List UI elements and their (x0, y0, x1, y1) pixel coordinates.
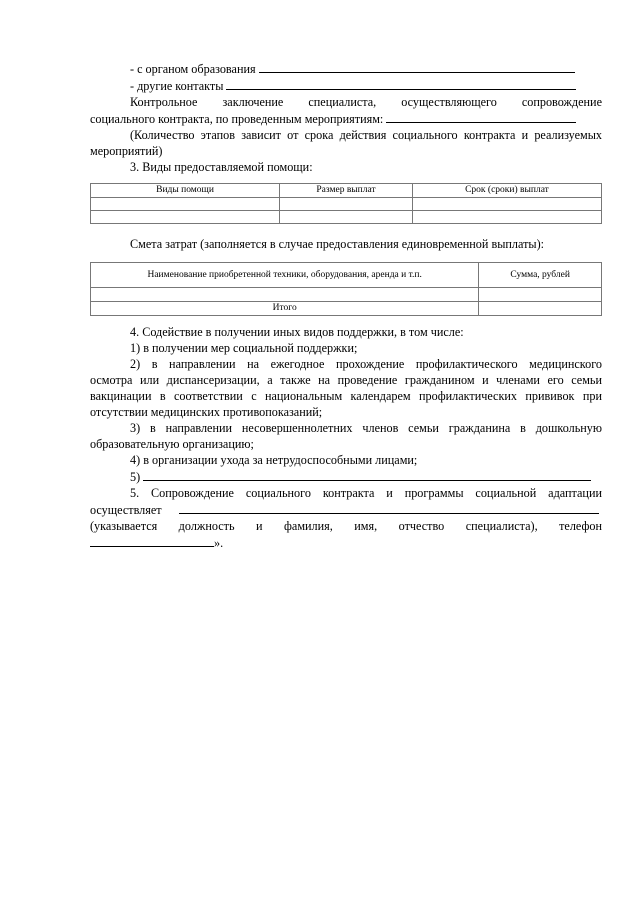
table-cell[interactable] (412, 198, 601, 211)
spacer (90, 316, 602, 324)
section4-item2-line1: 2) в направлении на ежегодное прохождение профилактического медицинского (130, 357, 602, 371)
table-cell[interactable] (412, 211, 601, 224)
table-cell[interactable] (479, 288, 602, 302)
table-cell[interactable] (280, 198, 413, 211)
table-header-row (91, 263, 602, 288)
control-conclusion-line1: Контрольное заключение специалиста, осуществляющего сопровождение (130, 95, 602, 109)
document-page (90, 60, 602, 551)
section5-line2 (90, 501, 602, 518)
control-conclusion-text: социального контракта, по проведенным мероприятиям: (90, 112, 384, 126)
org-education-label: - с органом образования (130, 62, 256, 76)
phone-blank[interactable] (90, 534, 214, 547)
section5-performer-blank[interactable] (179, 501, 599, 514)
section4-title: 4. Содействие в получении иных видов поддержки, в том числе: (130, 325, 464, 339)
section5-line1: 5. Сопровождение социального контракта и программы социальной адаптации (130, 486, 602, 500)
closing-quote: ». (214, 536, 224, 550)
help-types-table (90, 183, 602, 224)
table-header-cell: Сумма, рублей (479, 263, 602, 288)
section5-line3: (указывается должность и фамилия, имя, отчество специалиста), телефон (90, 519, 602, 533)
table-header-cell: Виды помощи (91, 184, 280, 198)
table-header-cell: Наименование приобретенной техники, оборудования, аренда и т.п. (91, 263, 479, 288)
control-conclusion-line2 (90, 110, 602, 127)
section5-performer-label: осуществляет (90, 503, 162, 517)
org-education-blank[interactable] (259, 60, 575, 73)
section4-item3-line1: 3) в направлении несовершеннолетних членов семьи гражданина в дошкольную (130, 421, 602, 435)
section4-item5-blank[interactable] (143, 468, 591, 481)
section4-item5 (90, 468, 602, 485)
other-contacts-line (90, 77, 602, 94)
table-header-cell: Размер выплат (280, 184, 413, 198)
section5-line4 (90, 534, 602, 551)
total-value[interactable] (479, 302, 602, 316)
other-contacts-blank[interactable] (226, 77, 576, 90)
table-total-row (91, 302, 602, 316)
section4-item2-line4: отсутствии медицинских противопоказаний; (90, 405, 323, 419)
section4-item2-line2: осмотра или диспансеризации, а также на проведение гражданином и членами его семьи (90, 373, 602, 387)
table-cell[interactable] (91, 288, 479, 302)
stages-note-line1: (Количество этапов зависит от срока действия социального контракта и реализуемых (130, 128, 602, 142)
org-education-line (90, 60, 602, 77)
control-conclusion-blank[interactable] (386, 110, 576, 123)
section4-item2-line3: вакцинации в соответствии с национальным календарем профилактических прививок при (90, 389, 602, 403)
estimate-table (90, 262, 602, 316)
section4-item4: 4) в организации ухода за нетрудоспособными лицами; (130, 453, 418, 467)
section4-item5-label: 5) (130, 470, 141, 484)
total-label: Итого (91, 302, 479, 316)
section4-item3-line2: образовательную организацию; (90, 437, 254, 451)
other-contacts-label: - другие контакты (130, 79, 224, 93)
spacer (90, 224, 602, 236)
table-cell[interactable] (91, 198, 280, 211)
table-row (91, 211, 602, 224)
stages-note-line2: мероприятий) (90, 144, 163, 158)
estimate-title: Смета затрат (заполняется в случае предоставления единовременной выплаты): (130, 237, 545, 251)
table-header-row (91, 184, 602, 198)
table-cell[interactable] (280, 211, 413, 224)
table-row (91, 198, 602, 211)
section3-title: 3. Виды предоставляемой помощи: (130, 160, 313, 174)
section4-item1: 1) в получении мер социальной поддержки; (130, 341, 358, 355)
table-row (91, 288, 602, 302)
table-header-cell: Срок (сроки) выплат (412, 184, 601, 198)
table-cell[interactable] (91, 211, 280, 224)
